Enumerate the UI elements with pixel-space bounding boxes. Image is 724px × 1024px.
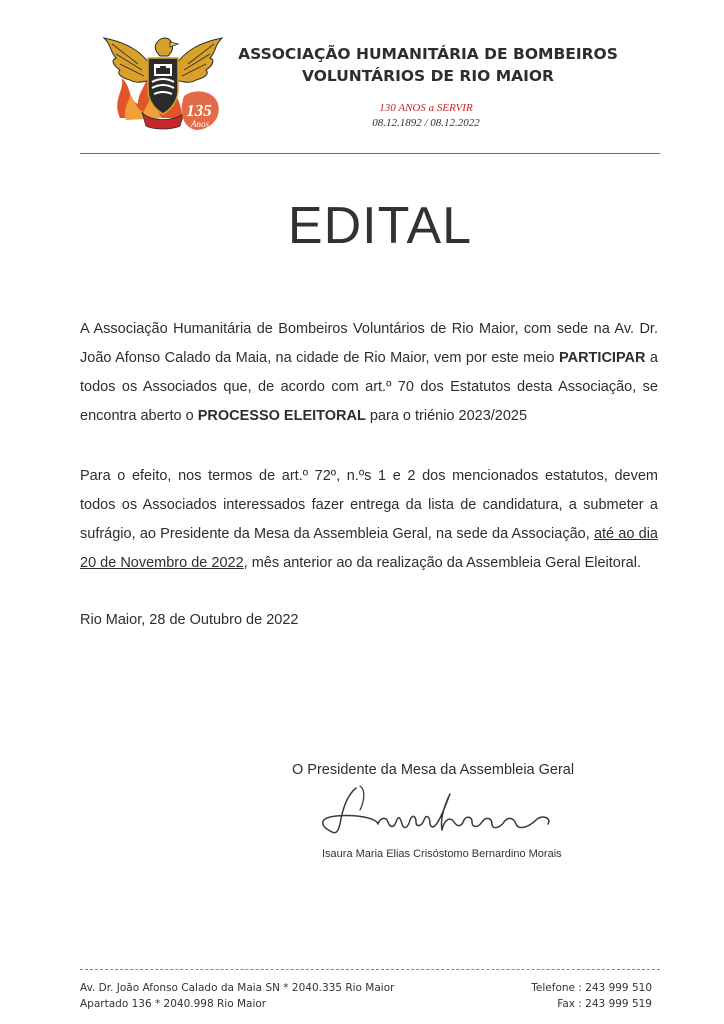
organization-name	[228, 43, 628, 87]
document-title: EDITAL	[287, 197, 473, 255]
eagle-emblem-icon	[98, 30, 228, 138]
p1-bold-participar: PARTICIPAR	[559, 350, 646, 366]
p1-bold-processo: PROCESSO ELEITORAL	[197, 408, 366, 424]
place-date: Rio Maior, 28 de Outubro de 2022	[80, 612, 299, 628]
president-title: O Presidente da Mesa da Assembleia Geral	[292, 762, 575, 778]
footer-address-line1: Av. Dr. João Afonso Calado da Maia SN * 2040.335 Rio Maior	[80, 982, 395, 994]
org-name-line2: VOLUNTÁRIOS DE RIO MAIOR	[301, 67, 554, 85]
footer-contacts	[500, 980, 652, 1012]
anniversary-title: 130 ANOS a SERVIR	[379, 102, 473, 114]
footer-divider	[80, 969, 660, 970]
badge-number: 135	[186, 101, 212, 120]
paragraph-announcement	[80, 315, 658, 431]
footer-address	[80, 980, 394, 1012]
handwritten-signature	[316, 780, 556, 842]
org-name-line1: ASSOCIAÇÃO HUMANITÁRIA DE BOMBEIROS	[238, 45, 618, 63]
header-divider	[80, 153, 660, 154]
p1-text-3: para o triénio 2023/2025	[365, 408, 528, 424]
anniversary-block	[300, 101, 552, 131]
badge-word: Anos	[191, 119, 209, 129]
footer-address-line2: Apartado 136 * 2040.998 Rio Maior	[80, 998, 267, 1010]
p1-text-2: a todos os Associados que, de acordo com art.º 70 dos Estatutos desta Associação, se encontra aberto o	[80, 350, 658, 424]
p2-deadline: até ao dia 20 de Novembro de 2022	[80, 526, 658, 571]
p1-text-1: A Associação Humanitária de Bombeiros Voluntários de Rio Maior, com sede na Av. Dr. João Afonso Calado da Maia, na cidade de Rio Maior, vem por este meio	[80, 321, 658, 366]
signer-name: Isaura Maria Elias Crisóstomo Bernardino Morais	[322, 848, 562, 860]
anniversary-dates: 08.12.1892 / 08.12.2022	[372, 117, 480, 129]
p2-text-1: Para o efeito, nos termos de art.º 72º, n.ºs 1 e 2 dos mencionados estatutos, devem todos os Associados interessados fazer entrega da lista de candidatura, a submeter a sufrágio, ao Presidente da Mesa da Assembleia Geral, na sede da Associação,	[80, 468, 658, 542]
paragraph-instructions	[80, 462, 658, 578]
footer-fax: Fax : 243 999 519	[557, 998, 652, 1010]
p2-text-2: , mês anterior ao da realização da Assembleia Geral Eleitoral.	[243, 555, 641, 571]
association-logo	[98, 30, 228, 138]
footer-phone: Telefone : 243 999 510	[531, 982, 652, 994]
